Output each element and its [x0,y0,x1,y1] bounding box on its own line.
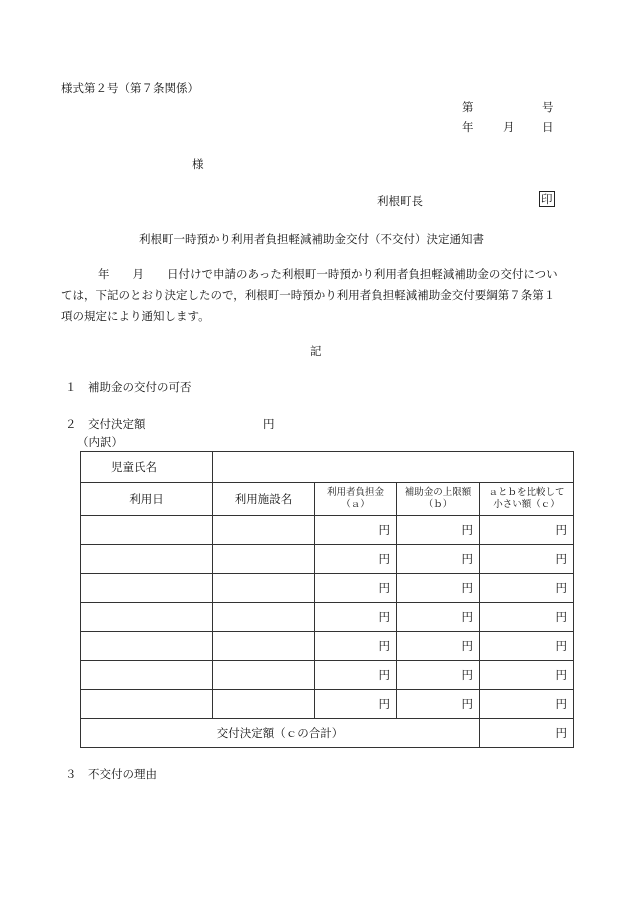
burden-cell: 円 [315,661,397,690]
burden-cell: 円 [315,516,397,545]
addressee-suffix: 様 [192,157,204,171]
breakdown-table [80,451,574,748]
body-line-2: ては，下記のとおり決定したので，利根町一時預かり利用者負担軽減補助金交付要綱第７条第１ [61,288,556,302]
compare-cell: 円 [480,661,574,690]
use-date-cell[interactable] [81,545,213,574]
date-year: 年 [462,120,474,134]
date-day: 日 [542,120,554,134]
use-date-cell[interactable] [81,574,213,603]
burden-cell: 円 [315,603,397,632]
facility-cell[interactable] [213,632,315,661]
body-line-1: 年 月 日付けで申請のあった利根町一時預かり利用者負担軽減補助金の交付につい [98,267,558,281]
seal-mark [539,191,555,207]
compare-cell: 円 [480,603,574,632]
limit-cell: 円 [397,516,480,545]
header-limit-line2: （ｂ） [423,499,453,510]
facility-cell[interactable] [213,545,315,574]
facility-cell[interactable] [213,661,315,690]
burden-cell: 円 [315,632,397,661]
table-row [81,690,574,719]
limit-cell: 円 [397,545,480,574]
header-burden-line2: （ａ） [341,499,370,510]
form-title: 様式第２号（第７条関係） [61,81,199,95]
table-row [81,632,574,661]
doc-number-go: 号 [542,100,554,114]
table-row [81,661,574,690]
document-title: 利根町一時預かり利用者負担軽減補助金交付（不交付）決定通知書 [139,232,484,246]
limit-cell: 円 [397,603,480,632]
compare-cell: 円 [480,632,574,661]
facility-cell[interactable] [213,516,315,545]
compare-cell: 円 [480,690,574,719]
header-compare [480,483,574,516]
issuer-name: 利根町長 [377,194,423,208]
total-yen: 円 [480,719,574,748]
facility-cell[interactable] [213,690,315,719]
header-row [81,483,574,516]
compare-cell: 円 [480,574,574,603]
table-row [81,574,574,603]
section-3: ３ 不交付の理由 [65,767,157,781]
burden-cell: 円 [315,574,397,603]
section-2-label: ２ 交付決定額 [65,417,146,431]
section-2-yen: 円 [263,417,275,431]
body-paragraph [61,264,573,327]
header-limit-line1: 補助金の上限額 [404,487,472,498]
limit-cell: 円 [397,690,480,719]
header-facility: 利用施設名 [213,483,315,516]
header-burden-line1: 利用者負担金 [326,487,384,498]
seal-text: 印 [541,192,553,206]
child-name-label: 児童氏名 [81,452,213,483]
use-date-cell[interactable] [81,690,213,719]
doc-number-dai: 第 [462,100,474,114]
burden-cell: 円 [315,690,397,719]
compare-cell: 円 [480,516,574,545]
ki-heading: 記 [310,344,322,358]
date-month: 月 [503,120,515,134]
use-date-cell[interactable] [81,603,213,632]
header-burden [315,483,397,516]
limit-cell: 円 [397,574,480,603]
limit-cell: 円 [397,661,480,690]
compare-cell: 円 [480,545,574,574]
limit-cell: 円 [397,632,480,661]
table-row [81,516,574,545]
facility-cell[interactable] [213,574,315,603]
use-date-cell[interactable] [81,516,213,545]
total-label: 交付決定額（ｃの合計） [81,719,480,748]
header-compare-line1: ａとｂを比較して [488,487,565,498]
use-date-cell[interactable] [81,632,213,661]
child-name-field[interactable] [213,452,574,483]
section-1: １ 補助金の交付の可否 [65,380,192,394]
total-row [81,719,574,748]
child-name-row [81,452,574,483]
table-row [81,603,574,632]
header-date: 利用日 [81,483,213,516]
header-limit [397,483,480,516]
body-line-3: 項の規定により通知します。 [61,309,210,323]
header-compare-line2: 小さい額（ｃ） [493,499,560,510]
breakdown-label: （内訳） [77,435,123,449]
use-date-cell[interactable] [81,661,213,690]
table-row [81,545,574,574]
facility-cell[interactable] [213,603,315,632]
burden-cell: 円 [315,545,397,574]
